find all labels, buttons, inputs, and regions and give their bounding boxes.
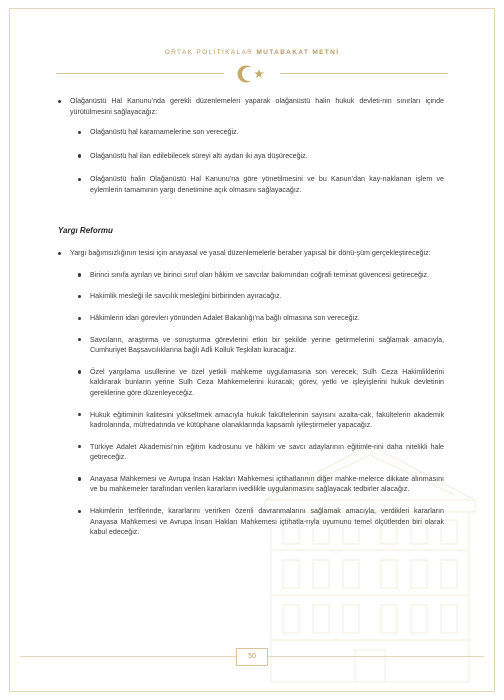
list-item (58, 248, 444, 259)
list-item (78, 335, 444, 356)
bullet-icon (78, 317, 81, 320)
list-item-text: Yargı bağımsızlığının tesisi için anayasal ve yasal düzenlemelerle beraber yapısal bir dönü-şüm gerçekleştireceğiz: (70, 249, 431, 258)
ornament-line-left (56, 73, 224, 74)
header-title: MUTABAKAT METNİ (256, 49, 340, 56)
bullet-icon (78, 154, 81, 157)
list-item-text: Hâkimlerin idari görevleri yönünden Adalet Bakanlığı’na bağlı olmasına son vereceğiz. (90, 313, 360, 322)
list-item-text: Savcıların, araştırma ve soruşturma görevlerini etkin bir şekilde yerine getirmelerini sağlamak amacıyla, Cumhuriyet Başsavcılıklarına bağlı Adli Kolluk Teşkilatı kuracağız. (90, 335, 444, 355)
list-item (78, 410, 444, 431)
list-item-text: Türkiye Adalet Akademisi’nin eğitim kadrosunu ve hâkim ve savcı adaylarının eğitimle-rini daha nitelikli hale getireceğiz. (90, 442, 444, 462)
list-item-text: Olağanüstü hal kararnamelerine son vereceğiz. (90, 128, 239, 137)
list-item-text: Olağanüstü hal ilan edilebilecek süreyi altı aydan iki aya düşüreceğiz. (90, 151, 308, 160)
footer-line-left (20, 656, 236, 657)
bullet-icon (78, 273, 81, 276)
bullet-icon (58, 100, 61, 103)
list-item (78, 506, 444, 538)
footer-line-right (268, 656, 484, 657)
crescent-star-icon (233, 63, 273, 85)
list-item-text: Birinci sınıfa ayrılan ve birinci sınıf olan hâkim ve savcılar bakımından coğrafi teminat güvencesi getireceğiz. (90, 270, 430, 279)
list-item (78, 313, 444, 324)
list-item-text: Olağanüstü Hal Kanunu’nda gerekli düzenlemeleri yaparak olağanüstü halin hukuk devleti-nin sınırları içinde yürütülmesini sağlayacağız: (70, 97, 444, 116)
bullet-icon (78, 445, 81, 448)
running-header (0, 49, 504, 56)
list-item (58, 96, 444, 117)
list-item (78, 442, 444, 463)
bullet-icon (78, 338, 81, 341)
page-number: 50 (236, 648, 268, 666)
list-item-text: Hakimlik mesleği ile savcılık mesleğini birbirinden ayıracağız. (90, 292, 282, 301)
bullet-icon (78, 413, 81, 416)
page-content (58, 96, 444, 538)
bullet-icon (58, 252, 61, 255)
header-prefix: ORTAK POLİTİKALAR (164, 49, 254, 56)
list-item (78, 367, 444, 399)
list-item-text: Hakimlerin terfilerinde, kararlarını verirken özenli davranmalarını sağlamak amacıyla, verdikleri kararların Anayasa Mahkemesi ve Avrupa İnsan Hakları Mahkemesi içtihatla-rıyla uyumunu temel ölçütlerden biri olarak kabul edeceğiz. (90, 507, 444, 537)
list-item (78, 474, 444, 495)
bullet-icon (78, 131, 81, 134)
bullet-icon (78, 510, 81, 513)
bullet-icon (78, 370, 81, 373)
list-item (78, 127, 444, 138)
list-item (78, 174, 444, 195)
list-item (78, 151, 444, 162)
list-item-text: Olağanüstü halin Olağanüstü Hal Kanunu’na göre yönetilmesini ve bu Kanun’dan kay-naklanan işlem ve eylemlerin tamamının yargı denetimine açık olmasını sağlayacağız. (90, 175, 444, 194)
bullet-icon (78, 295, 81, 298)
list-item-text: Hukuk eğitiminin kalitesini yükseltmek amacıyla hukuk fakültelerinin sayısını azalta-cak, fakültelerin akademik kadrolarında, müfredatında ve kütüphane olanaklarında kapsamlı iyileştirmeler yapacağız. (90, 410, 444, 430)
bullet-icon (78, 477, 81, 480)
list-item-text: Özel yargılama usullerine ve özel yetkili mahkeme uygulamasına son verecek, Sulh Ceza Hakimliklerini kaldırarak bunların yerine Sulh Ceza Mahkemelerini kuracak; görev, yetki ve işleyişlerini hukuk devletinin gereklerine göre düzenleyeceğiz. (90, 367, 444, 397)
bullet-icon (78, 178, 81, 181)
ornament-line-right (280, 73, 448, 74)
list-item (78, 291, 444, 302)
section-heading: Yargı Reformu (58, 225, 113, 235)
list-item-text: Anayasa Mahkemesi ve Avrupa İnsan Hakları Mahkemesi içtihatlarının diğer mahke-melerce dikkate alınmasını ve bu mahkemeler tarafından verilen kararların ivedilikle uygulanmasını sağlayacak tedbirler alacağız. (90, 474, 444, 494)
list-item (78, 270, 444, 281)
